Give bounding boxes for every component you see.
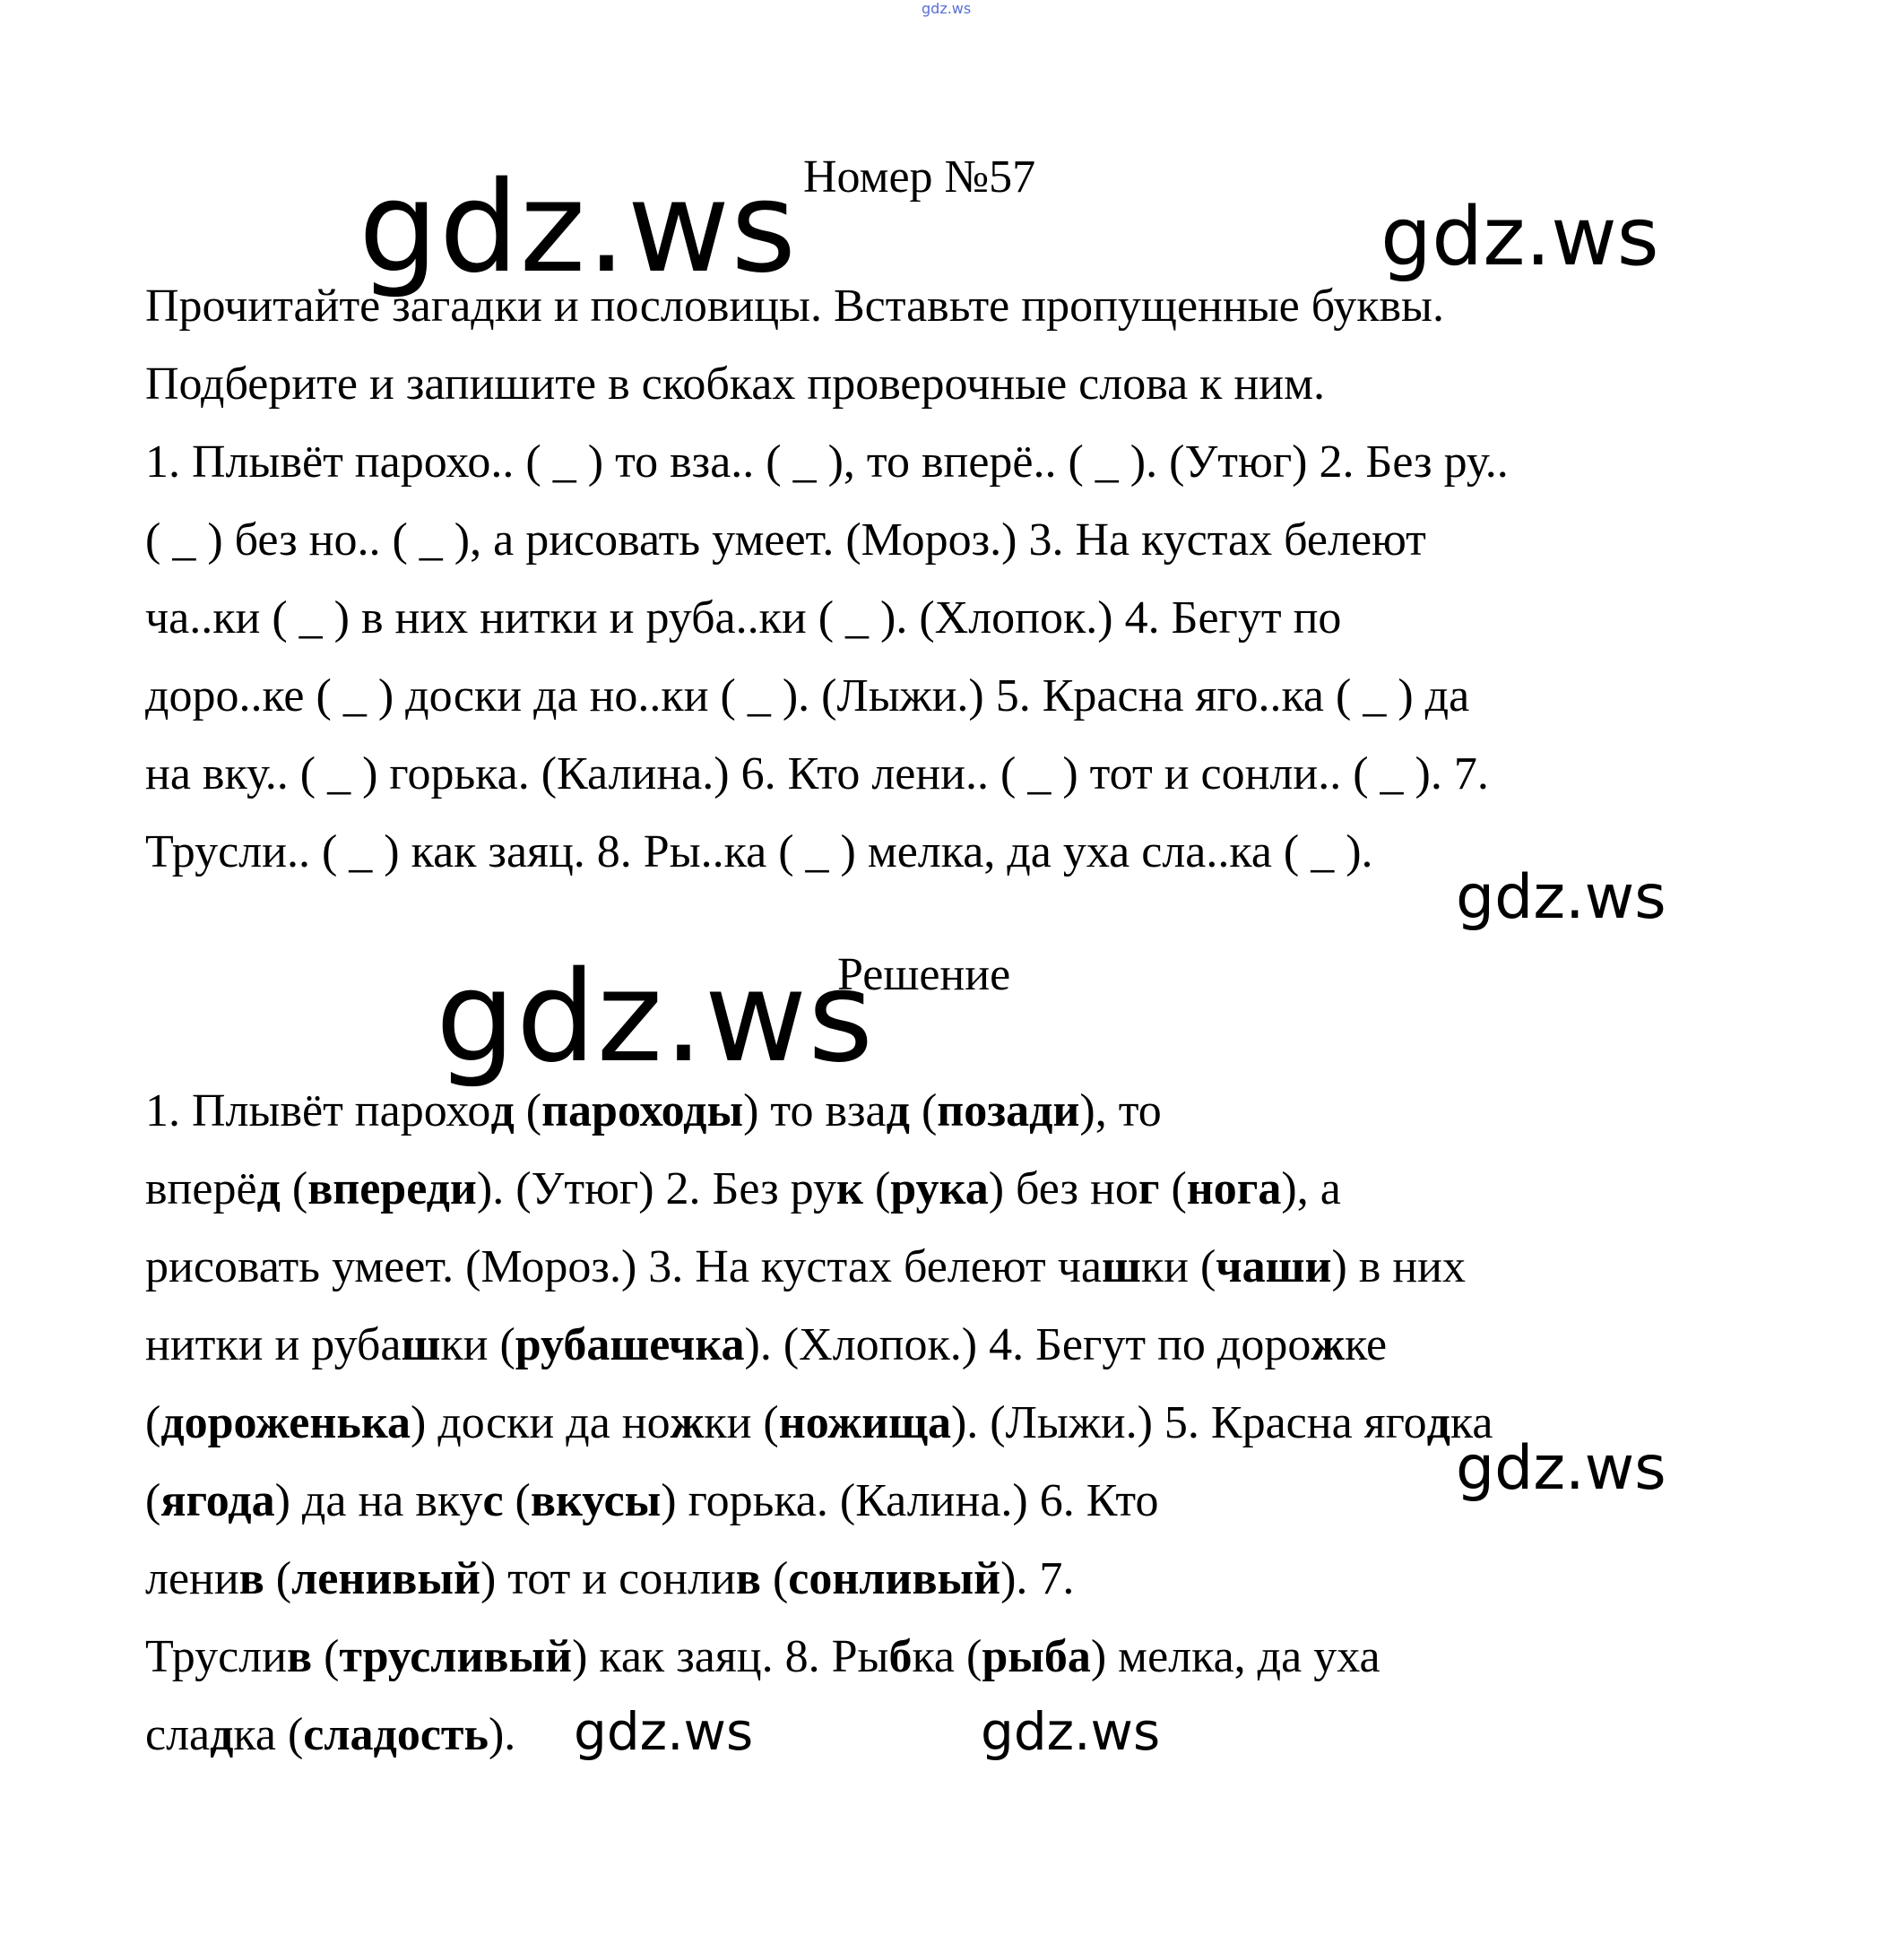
solution-text-segment: ). 7. <box>1000 1553 1075 1604</box>
solution-bold-text: ж <box>670 1397 705 1448</box>
watermark-large-2: gdz.ws <box>436 945 875 1091</box>
task-line: ча..ки ( _ ) в них нитки и руба..ки ( _ ). (Хлопок.) 4. Бегут по <box>145 592 1342 644</box>
solution-text-segment: сла <box>145 1709 211 1760</box>
task-line: на вку.. ( _ ) горька. (Калина.) 6. Кто лени.. ( _ ) тот и сонли.. ( _ ). 7. <box>145 748 1489 799</box>
solution-bold-text: дороженька <box>160 1397 411 1448</box>
solution-text-segment: ( <box>312 1631 340 1682</box>
solution-text-segment: вперё <box>145 1163 257 1214</box>
solution-bold-text: д <box>886 1085 910 1136</box>
solution-text-segment: ). (Лыжи.) 5. Красна яго <box>950 1397 1427 1448</box>
solution-text-segment: ка ( <box>912 1631 982 1682</box>
solution-text-segment: лени <box>145 1553 239 1604</box>
solution-text-segment: 1. Плывёт парохо <box>145 1085 491 1136</box>
solution-bold-text: позади <box>937 1085 1080 1136</box>
solution-text-segment: ( <box>503 1475 531 1526</box>
solution-bold-text: д <box>490 1085 515 1136</box>
solution-text-segment: нитки и руба <box>145 1319 402 1370</box>
solution-bold-text: д <box>1426 1397 1450 1448</box>
task-line: 1. Плывёт парохо.. ( _ ) то вза.. ( _ ), то вперё.. ( _ ). (Утюг) 2. Без ру.. <box>145 436 1509 488</box>
task-line: Трусли.. ( _ ) как заяц. 8. Ры..ка ( _ ) мелка, да уха сла..ка ( _ ). <box>145 826 1373 877</box>
solution-bold-text: б <box>888 1631 913 1682</box>
solution-bold-text: д <box>256 1163 281 1214</box>
solution-text-segment: ка ( <box>233 1709 304 1760</box>
solution-text-segment: Трусли <box>145 1631 287 1682</box>
solution-bold-text: нога <box>1186 1163 1282 1214</box>
solution-text-segment: ( <box>264 1553 292 1604</box>
solution-line <box>145 1072 1741 1150</box>
solution-text-segment: ки ( <box>704 1397 779 1448</box>
task-text <box>145 267 1759 891</box>
watermark-7: gdz.ws <box>981 1701 1161 1762</box>
solution-bold-text: г <box>1138 1163 1160 1214</box>
solution-bold-text: к <box>836 1163 863 1214</box>
solution-text-segment: ( <box>1159 1163 1187 1214</box>
solution-text-segment: ). (Утюг) 2. Без ру <box>476 1163 836 1214</box>
solution-line <box>145 1150 1741 1228</box>
solution-text-segment: ( <box>145 1397 161 1448</box>
solution-text-segment: ) без но <box>988 1163 1138 1214</box>
solution-bold-text: д <box>210 1709 234 1760</box>
solution-bold-text: ягода <box>160 1475 275 1526</box>
solution-text-segment: ( <box>862 1163 891 1214</box>
task-line: Прочитайте загадки и пословицы. Вставьте пропущенные буквы. <box>145 281 1444 332</box>
solution-text-segment: ). (Хлопок.) 4. Бегут по доро <box>744 1319 1311 1370</box>
solution-bold-text: трусливый <box>339 1631 573 1682</box>
watermark-6: gdz.ws <box>574 1701 754 1762</box>
solution-bold-text: вкусы <box>530 1475 662 1526</box>
solution-text-segment: ) то вза <box>743 1085 887 1136</box>
solution-text-segment: ки ( <box>440 1319 515 1370</box>
solution-text-segment: ( <box>145 1475 161 1526</box>
solution-text-segment: ) горька. (Калина.) 6. Кто <box>661 1475 1159 1526</box>
solution-bold-text: рыба <box>982 1631 1091 1682</box>
task-line: доро..ке ( _ ) доски да но..ки ( _ ). (Лыжи.) 5. Красна яго..ка ( _ ) да <box>145 670 1470 721</box>
solution-text-segment: ) как заяц. 8. Ры <box>572 1631 889 1682</box>
solution-line <box>145 1618 1741 1696</box>
solution-text-segment: ). <box>488 1709 516 1760</box>
solution-text-segment: ) в них <box>1331 1241 1466 1292</box>
solution-text-segment: ) тот и сонли <box>480 1553 736 1604</box>
solution-line <box>145 1462 1741 1540</box>
solution-text-segment: ( <box>760 1553 789 1604</box>
solution-line <box>145 1228 1741 1306</box>
solution-line <box>145 1696 1741 1774</box>
solution-text-segment: ка <box>1450 1397 1493 1448</box>
solution-bold-text: в <box>735 1553 761 1604</box>
solution-line <box>145 1306 1741 1384</box>
solution-text-segment: ( <box>280 1163 308 1214</box>
solution-bold-text: ленивый <box>291 1553 480 1604</box>
watermark-2: gdz.ws <box>1380 190 1659 284</box>
solution-title: Решение <box>837 949 1011 1000</box>
task-line: ( _ ) без но.. ( _ ), а рисовать умеет. (Мороз.) 3. На кустах белеют <box>145 514 1426 566</box>
solution-text-segment: ( <box>909 1085 938 1136</box>
solution-bold-text: ш <box>1101 1241 1141 1292</box>
watermark-5: gdz.ws <box>1456 1433 1666 1504</box>
solution-line <box>145 1540 1741 1618</box>
watermark-large-1: gdz.ws <box>359 155 798 301</box>
solution-bold-text: чаши <box>1216 1241 1332 1292</box>
task-title: Номер №57 <box>803 151 1036 203</box>
solution-text-segment: ) мелка, да уха <box>1090 1631 1380 1682</box>
solution-bold-text: рука <box>890 1163 989 1214</box>
watermark-top-small: gdz.ws <box>922 0 972 17</box>
solution-text-segment: ) да на вку <box>274 1475 483 1526</box>
solution-text-segment: ) доски да но <box>411 1397 671 1448</box>
solution-bold-text: ш <box>401 1319 441 1370</box>
solution-text-segment: ки ( <box>1140 1241 1216 1292</box>
solution-bold-text: ж <box>1311 1319 1346 1370</box>
solution-bold-text: пароходы <box>541 1085 744 1136</box>
solution-text-segment: ( <box>514 1085 542 1136</box>
solution-text <box>145 1072 1741 1774</box>
solution-bold-text: с <box>482 1475 504 1526</box>
watermark-3: gdz.ws <box>1456 862 1666 933</box>
solution-text-segment: ), а <box>1281 1163 1341 1214</box>
solution-text-segment: ке <box>1345 1319 1388 1370</box>
solution-text-segment: рисовать умеет. (Мороз.) 3. На кустах белеют ча <box>145 1241 1102 1292</box>
solution-bold-text: рубашечка <box>515 1319 745 1370</box>
solution-bold-text: в <box>286 1631 313 1682</box>
solution-bold-text: сладость <box>303 1709 489 1760</box>
solution-bold-text: сонливый <box>788 1553 1001 1604</box>
solution-bold-text: в <box>238 1553 264 1604</box>
solution-bold-text: впереди <box>307 1163 477 1214</box>
solution-line <box>145 1384 1741 1462</box>
solution-text-segment: ), то <box>1079 1085 1162 1136</box>
solution-bold-text: ножища <box>778 1397 951 1448</box>
task-line: Подберите и запишите в скобках проверочные слова к ним. <box>145 358 1325 410</box>
